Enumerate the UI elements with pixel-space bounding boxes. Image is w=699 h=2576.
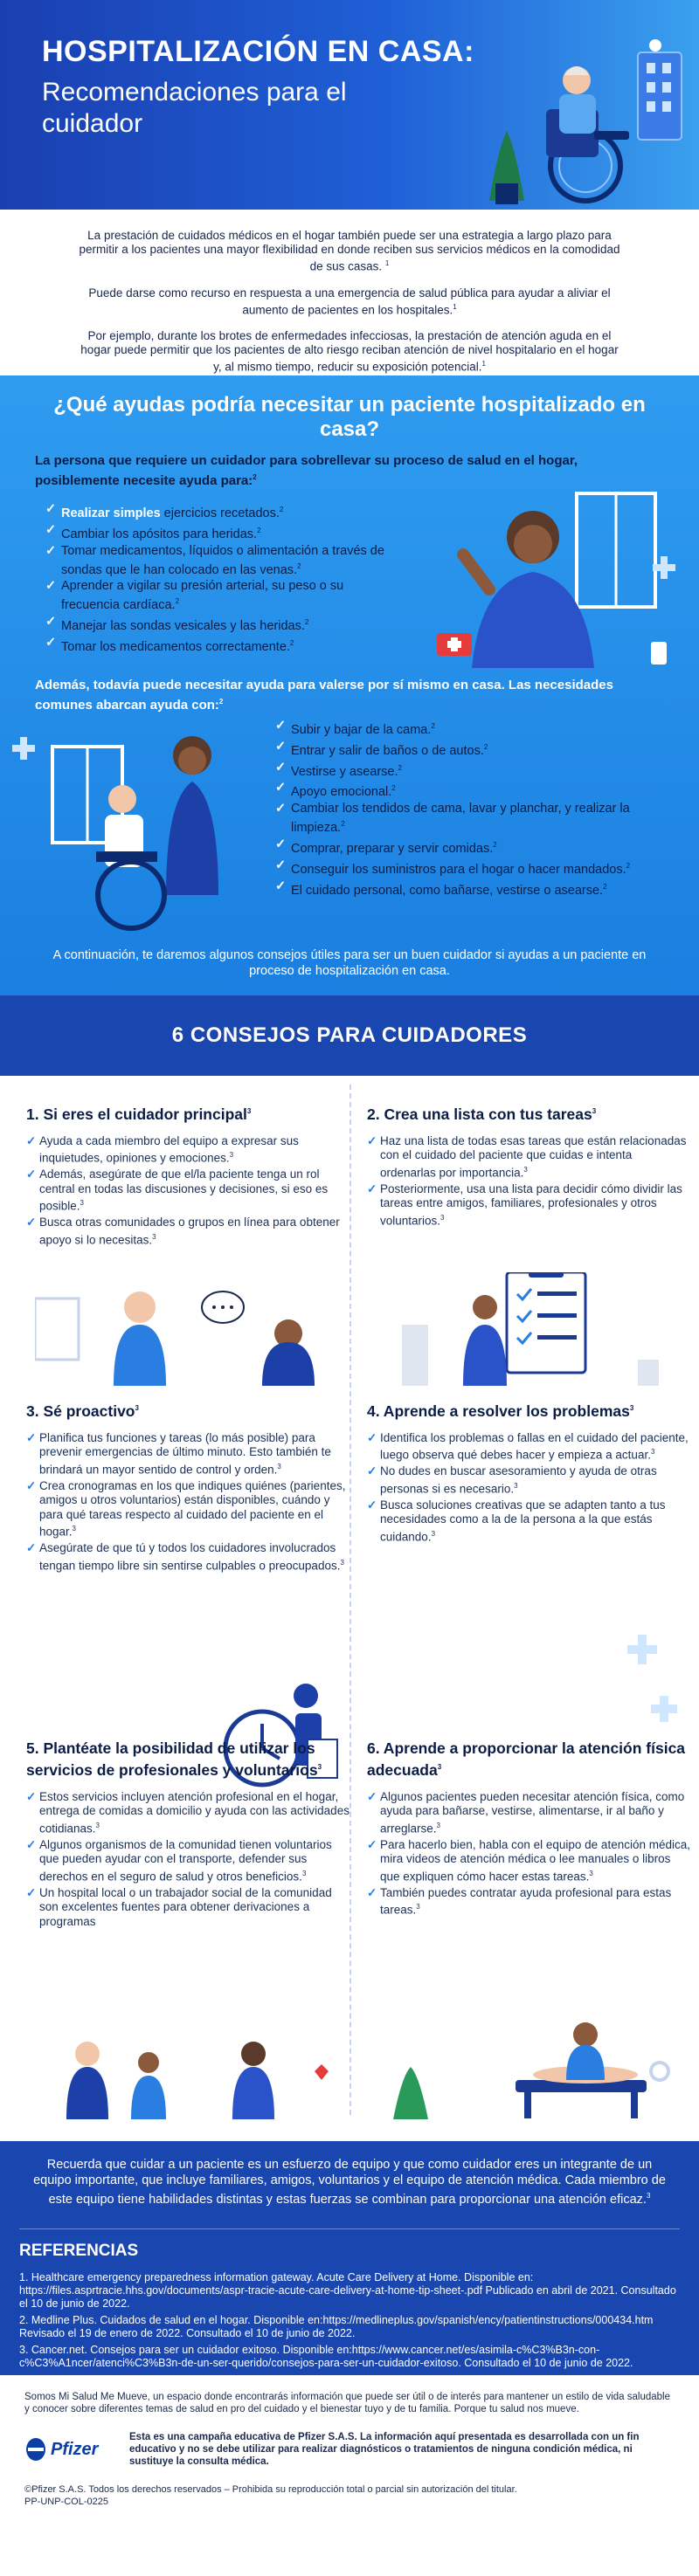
woman-illustration [428,485,682,668]
tip-title: 3. Sé proactivo$^3$ [26,1402,139,1420]
physical-care-illustration [376,2019,682,2119]
tip-card [26,1102,350,1250]
tip-title: 5. Plantéate la posibilidad de utilizar los servicios de profesionales y voluntarios$^3$ [26,1739,322,1779]
tips-heading: 6 CONSEJOS PARA CUIDADORES [0,995,699,1076]
list-item: ✓ Comprar, preparar y servir comidas.$^2$ [275,837,686,857]
closing-message: Recuerda que cuidar a un paciente es un esfuerzo de equipo y que como cuidador eres un integrante de un equipo importante, que incluye familiares, amigos, voluntarios y el equipo de atención médica. Cada miembro de este equipo tiene habilidades distintas y estas fuerzas se combinan para proporcionar una atención eficaz.$^3$ [0,2141,699,2228]
list-item: ✓ Identifica los problemas o fallas en el cuidado del paciente, luego observa qué debes hacer y empieza a actuar.$^3$ [367,1431,690,1464]
about-text: Somos Mi Salud Me Mueve, un espacio donde encontrarás información que puede ser útil o de interés para mantener un estilo de vida saludable y conocer sobre diferentes temas de salud en pro del cuidado y el bienestar tuyo y de tu familia. Porque tu salud nos mueve. [24,2392,670,2414]
tip-card [367,1399,690,1546]
needs-heading: ¿Qué ayudas podría necesitar un paciente hospitalizado en casa? [53,393,646,441]
list-item: ✓ También puedes contratar ayuda profesional para estas tareas.$^3$ [367,1886,690,1918]
list-item: ✓ No dudes en buscar asesoramiento y ayuda de otras personas si es necesario.$^3$ [367,1464,690,1497]
list-item: ✓ Manejar las sondas vesicales y las heridas.$^2$ [45,615,395,634]
list-item: ✓ Para hacerlo bien, habla con el equipo de atención médica, mira videos de atención médica o lee manuales o libros que expliquen cómo hacer estas tareas.$^3$ [367,1838,690,1884]
intro-section [0,210,699,396]
plus-icon [10,735,37,761]
team-chat-illustration [35,1272,341,1386]
list-item: ✓ Haz una lista de todas esas tareas que están relacionadas con el cuidado del paciente que cuidas e intenta ordenarlas por importancia.$^3$ [367,1134,690,1181]
list-item: ✓ Subir y bajar de la cama.$^2$ [275,719,686,738]
needs-lead-secondary: Además, todavía puede necesitar ayuda para valerse por sí mismo en casa. Las necesidades comunes abarcan ayuda con:$^2$ [35,678,613,713]
tip-title: 4. Aprende a resolver los problemas$^3$ [367,1402,634,1420]
caregiver-wheelchair-illustration [17,720,271,939]
list-item: ✓ Realizar simples ejercicios recetados.$^2$ [45,502,395,521]
page-subtitle: Recomendaciones para el cuidador [42,78,347,138]
list-item: ✓ Vestirse y asearse.$^2$ [275,761,686,780]
intro-paragraph: Por ejemplo, durante los brotes de enfermedades infecciosas, la prestación de atención aguda en el hogar puede permitir que los pacientes de alto riesgo reciban atención de nivel hospitalario en el hogar y, al mismo tiempo, reducir su exposición potencial.$^1$ [80,329,619,374]
header-banner [0,0,699,210]
list-item: ✓ Tomar medicamentos, líquidos o alimentación a través de sondas que le han colocado en las venas.$^2$ [45,544,395,578]
footer [0,2375,699,2576]
reference-item: 2. Medline Plus. Cuidados de salud en el hogar. Disponible en:https://medlineplus.gov/spanish/ency/patientinstructions/000434.htm Revisado el 19 de enero de 2022. Consultado el 10 de junio de 2022. [19,2314,654,2339]
tip-card [26,1739,350,1931]
pfizer-pill-icon [24,2436,47,2462]
tips-section [0,1076,699,2141]
needs-list [45,502,395,657]
list-item: ✓ Busca otras comunidades o grupos en línea para obtener apoyo si lo necesitas.$^3$ [26,1216,350,1248]
reference-item: 1. Healthcare emergency preparedness information gateway. Acute Care Delivery at Home. Disponible en: https://files.asprtracie.hhs.gov/documents/aspr-tracie-acute-care-delivery-at-home-tip-sheet-.pdf Publicado en abril de 2021. Consultado el 10 de junio de 2022. [19,2271,676,2310]
tip-card [367,1739,690,1919]
list-item: ✓ Estos servicios incluyen atención profesional en el hogar, entrega de comidas a domicilio y ayuda con las actividades cotidianas.$^3$ [26,1790,350,1836]
list-item: ✓ Cambiar los apósitos para heridas.$^2$ [45,523,395,542]
page-title: HOSPITALIZACIÓN EN CASA: [42,35,474,68]
list-item: ✓ Tomar los medicamentos correctamente.$^2$ [45,636,395,655]
reference-item: 3. Cancer.net. Consejos para ser un cuidador exitoso. Disponible en:https://www.cancer.net/es/asimila-c%C3%B3n-con-c%C3%A1ncer/atenci%C3%B3n-de-un-ser-querido/consejos-para-ser-un-cuidador-exitoso. Consultado el 10 de junio de 2022. [19,2344,633,2369]
tip-card [367,1102,690,1230]
list-item: ✓ Crea cronogramas en los que indiques quiénes (parientes, amigos u otros voluntarios) están disponibles, cuándo y para qué tareas respecto al cuidado del paciente en el hogar.$^3$ [26,1479,350,1540]
disclaimer-text: Esta es una campaña educativa de Pfizer S.A.S. La información aquí presentada es desarrollada con un fin educativo y no se debe utilizar para realizar diagnósticos o tratamientos de ninguna condición médica, ni sustituye la consulta médica. [129,2432,640,2467]
column-divider [350,1085,351,2115]
tip-card [26,1399,350,1575]
plus-icon [651,554,677,581]
list-item: ✓ Asegúrate de que tú y todos los cuidadores involucrados tengan tiempo libre sin sentirse culpables o preocupados.$^3$ [26,1541,350,1574]
tip-title: 2. Crea una lista con tus tareas$^3$ [367,1105,597,1123]
tip-title: 6. Aprende a proporcionar la atención física adecuada$^3$ [367,1739,686,1779]
list-item: ✓ Planifica tus funciones y tareas (lo más posible) para prevenir emergencias de último minuto. Esto también te brindará un mayor sentido de control y orden.$^3$ [26,1431,350,1477]
pfizer-logo: Pfizer [24,2436,129,2462]
list-item: ✓ Posteriormente, usa una lista para decidir cómo dividir las tareas entre amigos, familiares, profesionales y otros voluntarios.$^3$ [367,1182,690,1229]
needs-lead: La persona que requiere un cuidador para sobrellevar su proceso de salud en el hogar, posiblemente necesite ayuda para:$^2$ [35,453,578,488]
list-item: ✓ Busca soluciones creativas que se adapten tanto a tus necesidades como a la de la persona a la que estás cuidando.$^3$ [367,1498,690,1545]
list-item: ✓ Apoyo emocional.$^2$ [275,781,686,800]
references-title: REFERENCIAS [19,2228,680,2268]
plus-icons-decoration [612,1635,690,1748]
list-item: ✓ Conseguir los suministros para el hogar o hacer mandados.$^2$ [275,858,686,878]
volunteers-illustration [35,2036,341,2119]
wheelchair-patient-illustration [454,35,690,210]
checklist-illustration [402,1272,682,1390]
references-section [0,2228,699,2375]
list-item: ✓ Además, asegúrate de que el/la paciente tenga un rol central en todas las discusiones y decisiones, si eso es posible.$^3$ [26,1167,350,1214]
needs-list-secondary [275,719,686,900]
copyright-text: ©Pfizer S.A.S. Todos los derechos reservados – Prohibida su reproducción total o parcial sin autorización del titular. PP-UNP-COL-0225 [24,2484,517,2507]
list-item: ✓ Un hospital local o un trabajador social de la comunidad son excelentes fuentes para obtener derivaciones a programas [26,1886,350,1930]
intro-paragraph: La prestación de cuidados médicos en el hogar también puede ser una estrategia a largo plazo para permitir a los pacientes una mayor flexibilidad en donde reciben sus servicios médicos en la comodidad de sus casas. $^1$ [79,229,620,273]
needs-outro: A continuación, te daremos algunos consejos útiles para ser un buen cuidador si ayudas a un paciente en proceso de hospitalización en casa. [52,948,647,978]
list-item: ✓ Algunos pacientes pueden necesitar atención física, como ayuda para bañarse, vestirse, alimentarse, ir al baño y arreglarse.$^3$ [367,1790,690,1836]
list-item: ✓ Cambiar los tendidos de cama, lavar y planchar, y realizar la limpieza.$^2$ [275,802,686,836]
list-item: ✓ El cuidado personal, como bañarse, vestirse o asearse.$^2$ [275,879,686,899]
tip-title: 1. Si eres el cuidador principal$^3$ [26,1105,252,1123]
intro-paragraph: Puede darse como recurso en respuesta a una emergencia de salud pública para ayudar a aliviar el aumento de pacientes en los hospitales.$^1$ [88,286,611,316]
list-item: ✓ Ayuda a cada miembro del equipo a expresar sus inquietudes, opiniones y emociones.$^3$ [26,1134,350,1167]
list-item: ✓ Algunos organismos de la comunidad tienen voluntarios que pueden ayudar con el transporte, defender sus derechos en el seguro de salud y otros beneficios.$^3$ [26,1838,350,1884]
needs-section [0,375,699,995]
list-item: ✓ Entrar y salir de baños o de autos.$^2$ [275,740,686,759]
list-item: ✓ Aprender a vigilar su presión arterial, su peso o su frecuencia cardíaca.$^2$ [45,579,395,613]
